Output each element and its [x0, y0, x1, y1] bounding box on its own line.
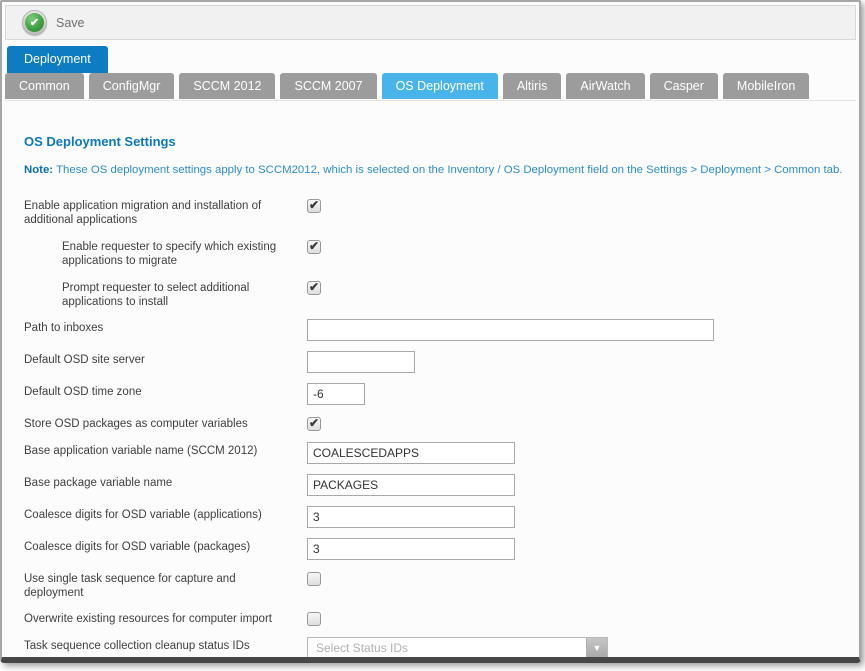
settings-form [5, 197, 856, 657]
tab-common[interactable]: Common [5, 73, 84, 99]
field-label: Overwrite existing resources for computer import [24, 613, 272, 626]
field-label: Enable application migration and installation of additional applications [24, 200, 262, 227]
field-label: Coalesce digits for OSD variable (packages) [24, 540, 251, 553]
note-text [24, 164, 856, 176]
input-base-package-variable-name[interactable] [307, 474, 515, 496]
field-label: Coalesce digits for OSD variable (applications) [24, 508, 262, 521]
dropdown-placeholder: Select Status IDs [316, 640, 409, 655]
chevron-down-icon[interactable]: ▼ [586, 638, 607, 657]
tab-configmgr[interactable]: ConfigMgr [89, 73, 175, 99]
checkbox-single-task-sequence[interactable] [307, 572, 321, 586]
tab-os-deployment[interactable]: OS Deployment [382, 73, 498, 99]
checkbox-store-osd-packages[interactable] [307, 417, 321, 431]
tab-sccm-2012[interactable]: SCCM 2012 [179, 73, 275, 99]
toolbar [5, 5, 856, 40]
form-row-prompt-additional-apps [5, 279, 856, 310]
form-row-base-app-variable [5, 442, 856, 464]
field-label: Use single task sequence for capture and deployment [24, 572, 236, 599]
form-row-path-to-inboxes [5, 319, 856, 341]
save-icon-ring [22, 10, 47, 35]
checkbox-enable-app-migration[interactable] [307, 199, 321, 213]
field-label: Prompt requester to select additional applications to install [62, 281, 250, 308]
field-label: Enable requester to specify which existing applications to migrate [62, 240, 277, 268]
tab-altiris[interactable]: Altiris [503, 73, 562, 99]
field-label: Task sequence collection cleanup status IDs [24, 639, 250, 652]
tab-casper[interactable]: Casper [650, 73, 718, 99]
checkbox-requester-specify-migrate[interactable] [307, 240, 321, 254]
input-path-to-inboxes[interactable] [307, 319, 714, 341]
form-row-base-package-variable [5, 474, 856, 496]
primary-tab-bar [7, 46, 108, 73]
save-button[interactable] [16, 8, 91, 37]
input-coalesce-digits-packages[interactable] [307, 538, 515, 560]
checkbox-prompt-additional-apps[interactable] [307, 281, 321, 295]
tab-mobileiron[interactable]: MobileIron [723, 73, 809, 99]
form-row-overwrite-resources [5, 610, 856, 626]
check-circle-icon: ✔ [25, 13, 44, 32]
field-label: Store OSD packages as computer variables [24, 418, 248, 431]
note-body: These OS deployment settings apply to SCCM2012, which is selected on the Inventory / OS Deployment field on the Settings > Deployment > Common tab. [56, 164, 843, 176]
form-row-enable-app-migration [5, 197, 856, 228]
page-title: OS Deployment Settings [24, 134, 176, 149]
save-button-label: Save [56, 15, 85, 30]
input-coalesce-digits-applications[interactable] [307, 506, 515, 528]
form-row-requester-specify-migrate [5, 238, 856, 269]
status-ids-dropdown[interactable] [307, 637, 608, 657]
field-label: Path to inboxes [24, 322, 104, 335]
form-row-osd-site-server [5, 351, 856, 373]
form-row-coalesce-digits-packages [5, 538, 856, 560]
content-panel [5, 101, 856, 657]
input-default-osd-site-server[interactable] [307, 351, 415, 373]
form-row-osd-time-zone [5, 383, 856, 405]
form-row-status-ids [5, 637, 856, 657]
form-row-coalesce-digits-applications [5, 506, 856, 528]
input-base-application-variable-name[interactable] [307, 442, 515, 464]
field-label: Base application variable name (SCCM 2012) [24, 444, 258, 457]
field-label: Base package variable name [24, 476, 173, 489]
input-default-osd-time-zone[interactable] [307, 383, 365, 405]
form-row-single-task-sequence [5, 570, 856, 601]
tab-sccm-2007[interactable]: SCCM 2007 [280, 73, 376, 99]
note-label: Note: [24, 164, 54, 176]
tab-airwatch[interactable]: AirWatch [566, 73, 644, 99]
tab-deployment[interactable]: Deployment [7, 46, 108, 73]
checkbox-overwrite-resources[interactable] [307, 612, 321, 626]
sub-tab-bar [5, 73, 856, 101]
form-row-store-osd-packages [5, 415, 856, 431]
field-label: Default OSD time zone [24, 386, 142, 399]
field-label: Default OSD site server [24, 354, 145, 367]
